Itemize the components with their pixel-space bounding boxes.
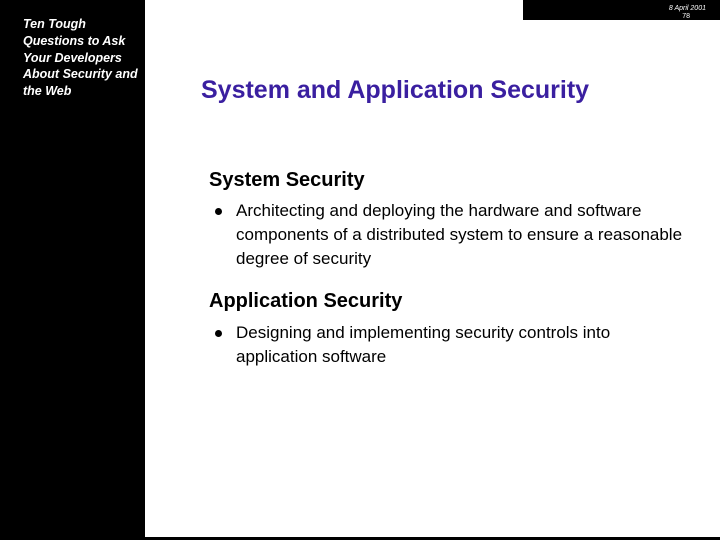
- bullet-text: Architecting and deploying the hardware and software components of a distributed system to ensure a reasonable degree of security: [236, 201, 683, 268]
- date-label: 8 April 2001: [668, 5, 706, 12]
- page-number: 78: [682, 13, 690, 20]
- section-heading-application-security: Application Security: [209, 290, 403, 312]
- bullet-dot-icon: [215, 208, 222, 215]
- slide-content-area: [145, 0, 720, 537]
- slide-title: System and Application Security: [201, 76, 590, 104]
- bullet-dot-icon: [215, 330, 222, 337]
- bullet-text: Designing and implementing security controls into application software: [236, 323, 611, 366]
- section-heading-system-security: System Security: [209, 169, 365, 191]
- sidebar-title: Ten Tough Questions to Ask Your Developers About Security and the Web: [23, 17, 138, 99]
- header-bar: [523, 0, 720, 20]
